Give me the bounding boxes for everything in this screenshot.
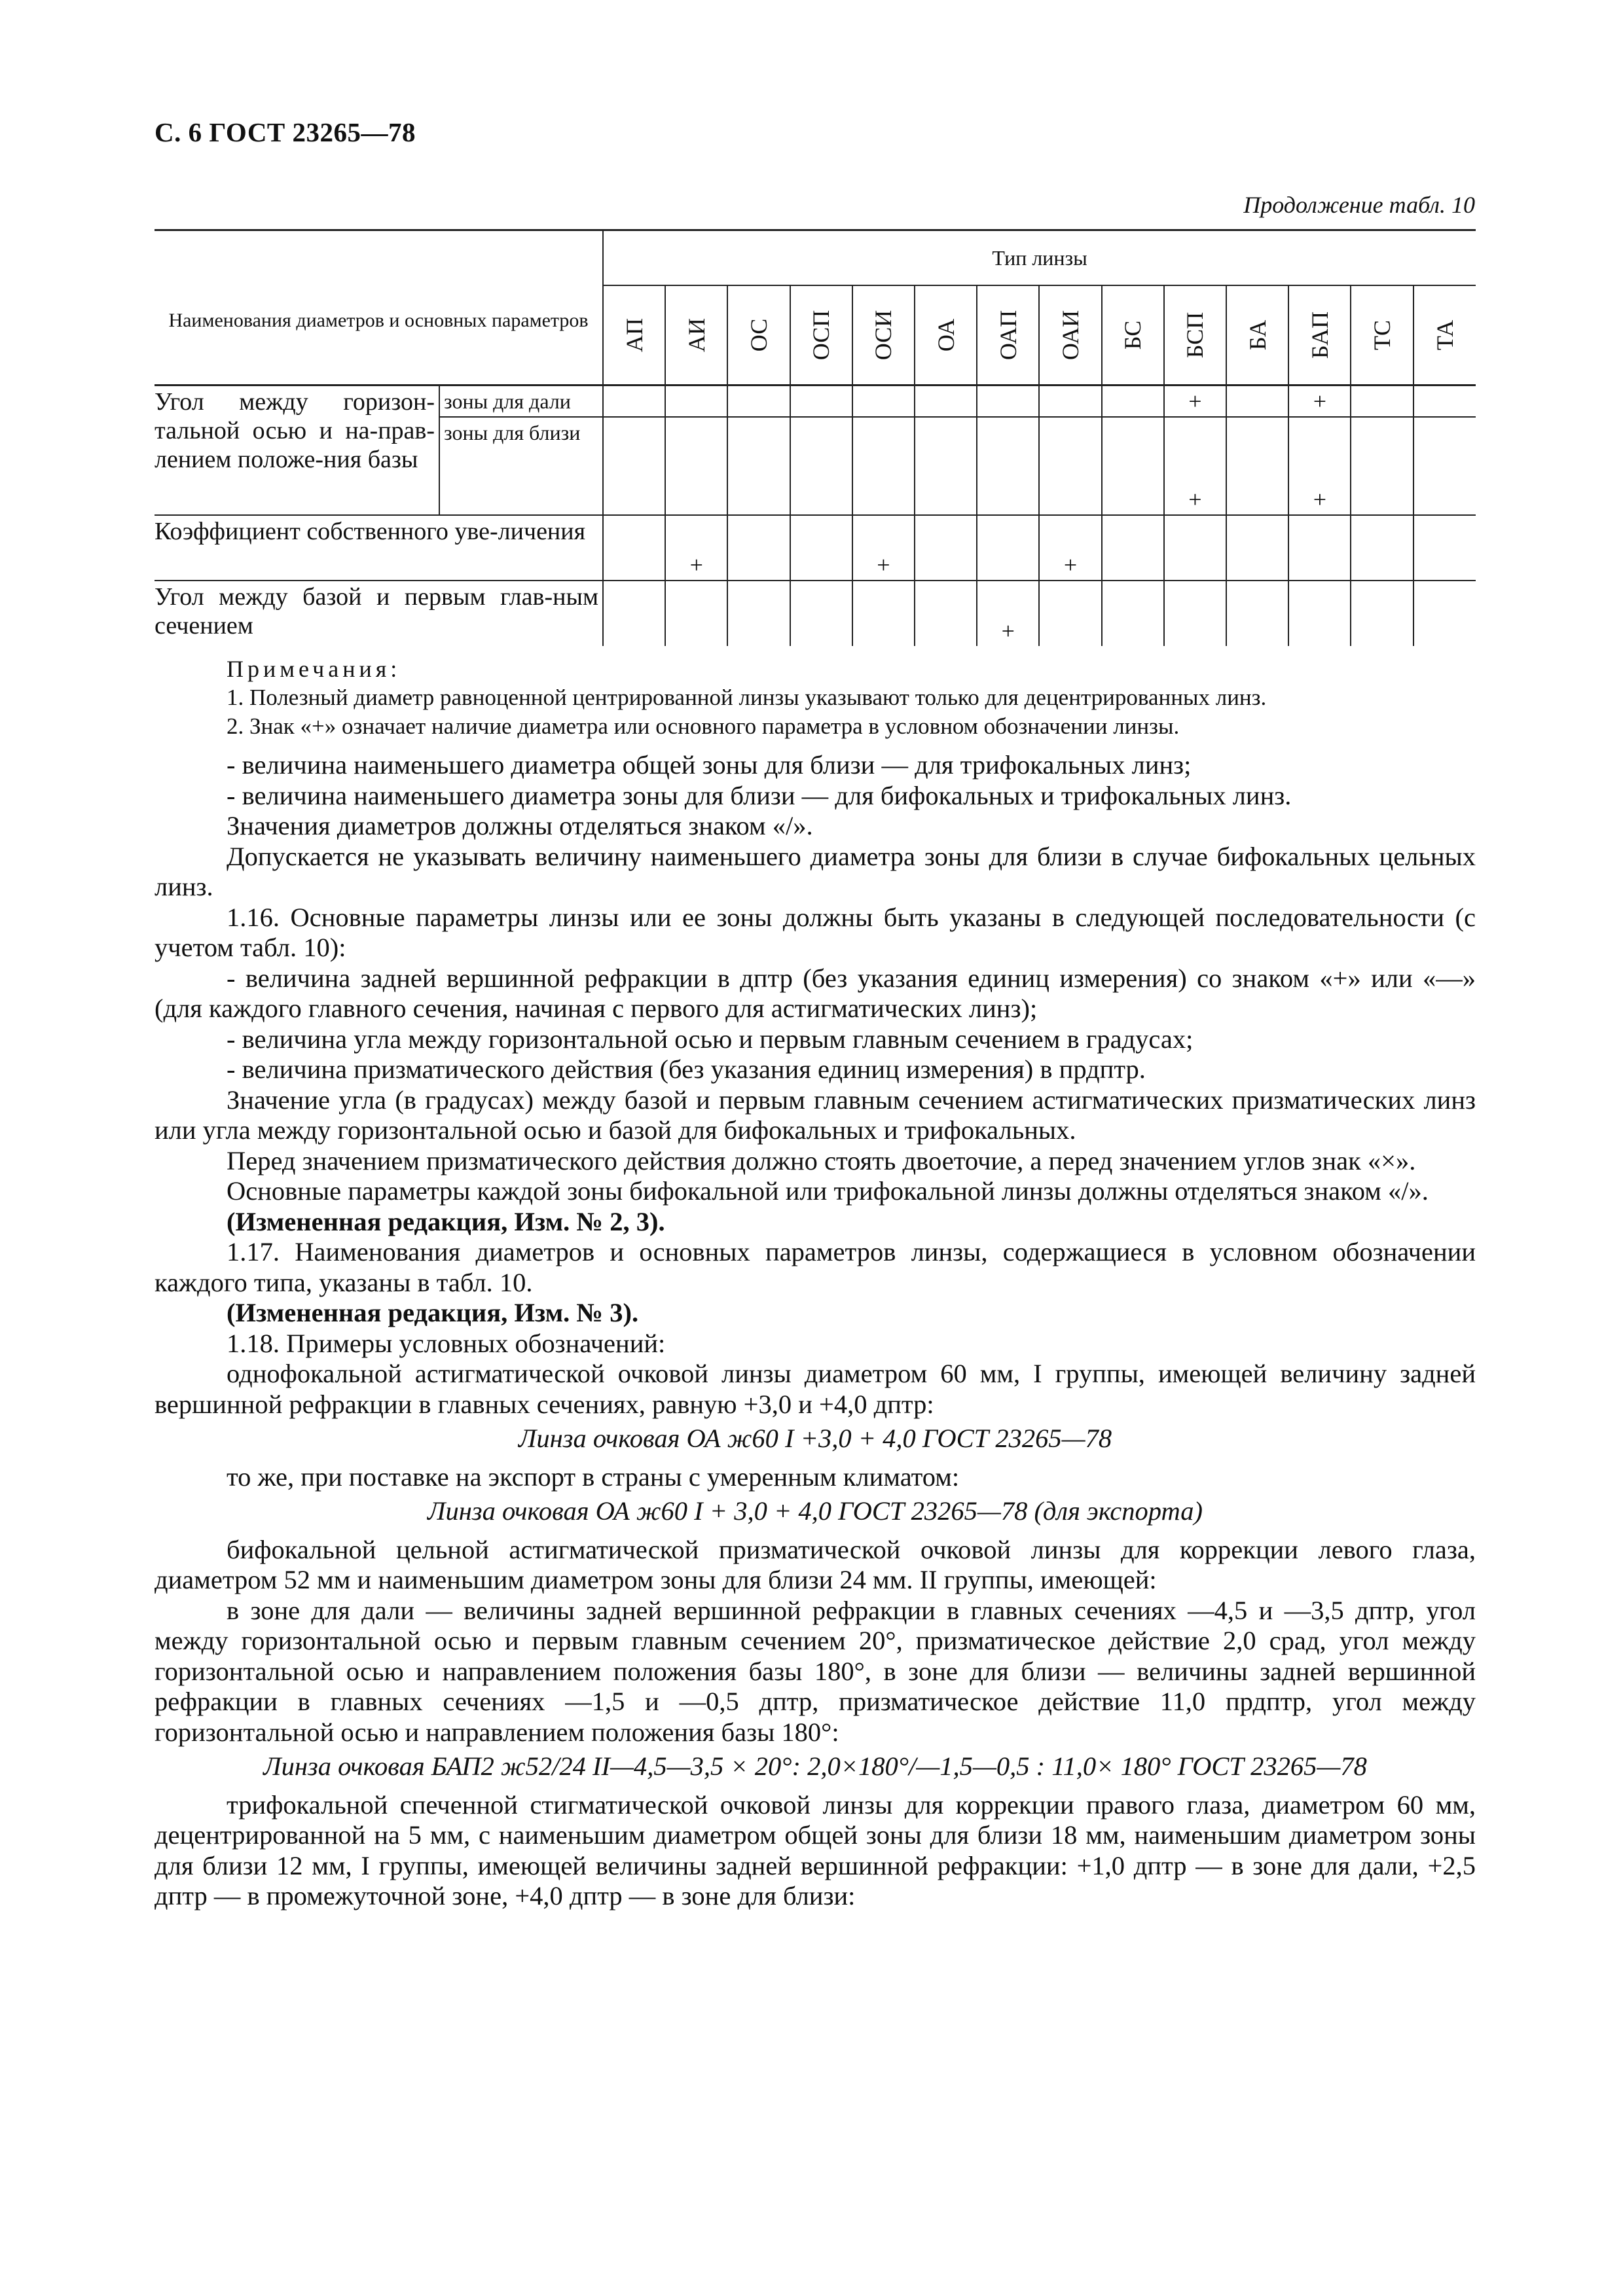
- lens-type-column-header: [1288, 285, 1351, 386]
- paragraph: - величина наименьшего диаметра зоны для близи — для бифокальных и трифокальных линз.: [227, 780, 1292, 810]
- mark-cell: [1288, 581, 1351, 646]
- mark-cell: +: [665, 515, 727, 581]
- lens-type-column-header: [727, 285, 790, 386]
- mark-cell: [977, 515, 1039, 581]
- mark-cell: [1288, 515, 1351, 581]
- lens-type-code: БС: [1120, 320, 1146, 350]
- notes-title: Примечания:: [227, 656, 401, 682]
- paragraph: Значение угла (в градусах) между базой и первым главным сечением астигматических призматических линз или угла между горизонтальной осью и базой для бифокальных и трифокальных.: [155, 1085, 1476, 1145]
- lens-type-code: ТА: [1431, 319, 1458, 351]
- mark-cell: [1226, 581, 1288, 646]
- mark-cell: [1351, 515, 1413, 581]
- mark-cell: [727, 386, 790, 418]
- paragraph: трифокальной спеченной стигматической очковой линзы для коррекции правого глаза, диаметром 60 мм, децентрированной на 5 мм, с наименьшим диаметром общей зоны для близи 18 мм, наименьшим диаметром зоны для близи 12 мм, I группы, имеющей величины задней вершинной рефракции: +1,0 дптр — в зоне для дали, +2,5 дптр — в промежуточной зоне, +4,0 дптр — в зоне для близи:: [155, 1789, 1476, 1910]
- amendment-note: (Измененная редакция, Изм. № 2, 3).: [227, 1206, 665, 1236]
- lens-type-column-header: [1164, 285, 1226, 386]
- mark-cell: +: [1164, 386, 1226, 418]
- lens-type-column-header: [1226, 285, 1288, 386]
- mark-cell: [1164, 515, 1226, 581]
- mark-cell: [1413, 581, 1476, 646]
- lens-type-code: ОСИ: [870, 310, 897, 361]
- lens-type-column-header: [1413, 285, 1476, 386]
- mark-cell: [1164, 581, 1226, 646]
- paragraph: Перед значением призматического действия должно стоять двоеточие, а перед значением углов знак «×».: [227, 1145, 1416, 1175]
- mark-cell: [603, 515, 665, 581]
- mark-cell: [603, 417, 665, 515]
- mark-cell: [915, 515, 977, 581]
- mark-cell: [1413, 515, 1476, 581]
- mark-cell: [915, 386, 977, 418]
- mark-cell: +: [1288, 417, 1351, 515]
- mark-cell: [1226, 515, 1288, 581]
- lens-type-column-header: [1039, 285, 1101, 386]
- lens-type-column-header: [790, 285, 852, 386]
- param-angle-base-section: Угол между базой и первым глав-ным сечением: [155, 581, 603, 646]
- mark-cell: [1413, 386, 1476, 418]
- paragraph: бифокальной цельной астигматической призматической очковой линзы для коррекции левого глаза, диаметром 52 мм и наименьшим диаметром зоны для близи 24 мм. II группы, имеющей:: [155, 1534, 1476, 1594]
- lens-type-column-header: [977, 285, 1039, 386]
- lens-type-column-header: [852, 285, 915, 386]
- lens-type-column-header: [665, 285, 727, 386]
- mark-cell: [1413, 417, 1476, 515]
- lens-type-column-header: [915, 285, 977, 386]
- mark-cell: [977, 386, 1039, 418]
- lens-type-code: АП: [621, 318, 647, 352]
- lens-type-column-header: [1102, 285, 1164, 386]
- mark-cell: [852, 386, 915, 418]
- lens-type-code: ОАИ: [1057, 310, 1084, 361]
- paragraph: 1.17. Наименования диаметров и основных параметров линзы, содержащиеся в условном обозначении каждого типа, указаны в табл. 10.: [155, 1237, 1476, 1297]
- lens-type-code: ТС: [1369, 319, 1396, 351]
- mark-cell: [915, 581, 977, 646]
- mark-cell: [852, 581, 915, 646]
- table-row: [155, 581, 1476, 646]
- mark-cell: [603, 581, 665, 646]
- mark-cell: [790, 386, 852, 418]
- designation-example: Линза очковая ОА ж60 I +3,0 + 4,0 ГОСТ 23265—78: [518, 1424, 1112, 1453]
- lens-type-code: ОСП: [808, 310, 835, 361]
- lens-type-column-header: [1351, 285, 1413, 386]
- mark-cell: [1226, 417, 1288, 515]
- mark-cell: [727, 417, 790, 515]
- lens-type-code: АИ: [683, 318, 710, 352]
- mark-cell: [1039, 386, 1101, 418]
- mark-cell: +: [852, 515, 915, 581]
- mark-cell: [1102, 417, 1164, 515]
- mark-cell: [1351, 417, 1413, 515]
- amendment-note: (Измененная редакция, Изм. № 3).: [227, 1298, 639, 1327]
- mark-cell: [915, 417, 977, 515]
- paragraph: - величина угла между горизонтальной осью и первым главным сечением в градусах;: [227, 1024, 1194, 1054]
- table-corner-header: Наименования диаметров и основных параметров: [155, 230, 603, 386]
- mark-cell: [1039, 417, 1101, 515]
- lens-type-header: Тип линзы: [603, 230, 1476, 286]
- table-row: [155, 386, 1476, 418]
- lens-type-column-header: [603, 285, 665, 386]
- mark-cell: +: [1164, 417, 1226, 515]
- mark-cell: [727, 515, 790, 581]
- mark-cell: [1102, 515, 1164, 581]
- paragraph: Допускается не указывать величину наименьшего диаметра зоны для близи в случае бифокальных цельных линз.: [155, 841, 1476, 901]
- mark-cell: [1351, 386, 1413, 418]
- paragraph: однофокальной астигматической очковой линзы диаметром 60 мм, I группы, имеющей величину задней вершинной рефракции в главных сечениях, равную +3,0 и +4,0 дптр:: [155, 1359, 1476, 1419]
- paragraph: Основные параметры каждой зоны бифокальной или трифокальной линзы должны отделяться знаком «/».: [227, 1176, 1429, 1206]
- table-row: [155, 515, 1476, 581]
- lens-type-code: ОАП: [994, 310, 1021, 361]
- note-item: 1. Полезный диаметр равноценной центрированной линзы указывают только для децентрированных линз.: [227, 685, 1267, 710]
- paragraph: 1.18. Примеры условных обозначений:: [227, 1328, 666, 1358]
- mark-cell: [1102, 581, 1164, 646]
- mark-cell: +: [1039, 515, 1101, 581]
- paragraph: Значения диаметров должны отделяться знаком «/».: [227, 811, 813, 840]
- mark-cell: [1226, 386, 1288, 418]
- designation-example: Линза очковая БАП2 ж52/24 II—4,5—3,5 × 20°: 2,0×180°/—1,5—0,5 : 11,0× 180° ГОСТ 23265—78: [263, 1751, 1367, 1781]
- mark-cell: [665, 581, 727, 646]
- paragraph: - величина задней вершинной рефракции в дптр (без указания единиц измерения) со знаком «+» или «—» (для каждого главного сечения, начиная с первого для астигматических линз);: [155, 963, 1476, 1023]
- mark-cell: [1039, 581, 1101, 646]
- mark-cell: [977, 417, 1039, 515]
- lens-type-code: ОС: [746, 318, 773, 352]
- paragraph: - величина призматического действия (без указания единиц измерения) в прдптр.: [227, 1054, 1146, 1084]
- note-item: 2. Знак «+» означает наличие диаметра или основного параметра в условном обозначении линзы.: [227, 713, 1180, 739]
- mark-cell: [1102, 386, 1164, 418]
- mark-cell: [790, 515, 852, 581]
- mark-cell: [727, 581, 790, 646]
- paragraph: - величина наименьшего диаметра общей зоны для близи — для трифокальных линз;: [227, 750, 1192, 780]
- lens-type-code: БСП: [1182, 312, 1209, 359]
- page-header: С. 6 ГОСТ 23265—78: [155, 117, 416, 147]
- zone-near-label: зоны для близи: [439, 417, 603, 515]
- mark-cell: +: [977, 581, 1039, 646]
- designation-example: Линза очковая ОА ж60 I + 3,0 + 4,0 ГОСТ 23265—78 (для экспорта): [428, 1496, 1203, 1526]
- zone-far-label: зоны для дали: [439, 386, 603, 418]
- table-continuation-label: Продолжение табл. 10: [1243, 192, 1475, 218]
- mark-cell: [1351, 581, 1413, 646]
- mark-cell: [603, 386, 665, 418]
- lens-type-code: ОА: [932, 318, 959, 352]
- paragraph: то же, при поставке на экспорт в страны с умеренным климатом:: [227, 1462, 960, 1492]
- param-angle-base-position: Угол между горизон-тальной осью и на-прав- лением положе-ния базы: [155, 386, 439, 516]
- mark-cell: [665, 386, 727, 418]
- mark-cell: [852, 417, 915, 515]
- mark-cell: +: [1288, 386, 1351, 418]
- mark-cell: [665, 417, 727, 515]
- lens-parameters-table: [155, 229, 1476, 646]
- mark-cell: [790, 581, 852, 646]
- lens-type-code: БА: [1244, 319, 1271, 351]
- param-magnification-coefficient: Коэффициент собственного уве-личения: [155, 515, 603, 581]
- document-body: [155, 655, 1476, 1912]
- paragraph: в зоне для дали — величины задней вершинной рефракции в главных сечениях —4,5 и —3,5 дптр, угол между горизонтальной осью и первым главным сечением 20°, призматическое действие 2,0 срад, угол между горизонтальной осью и направлением положения базы 180°, в зоне для близи — величины задней вершинной рефракции в главных сечениях —1,5 и —0,5 дптр, призматическое действие 11,0 прдптр, угол между горизонтальной осью и направлением положения базы 180°:: [155, 1595, 1476, 1747]
- lens-type-code: БАП: [1306, 311, 1333, 359]
- mark-cell: [790, 417, 852, 515]
- paragraph: 1.16. Основные параметры линзы или ее зоны должны быть указаны в следующей последовательности (с учетом табл. 10):: [155, 902, 1476, 962]
